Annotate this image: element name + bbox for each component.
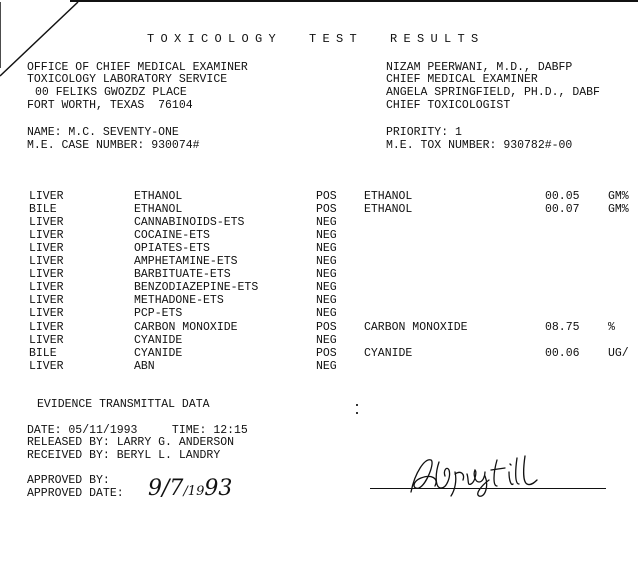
chief-medical-examiner-title: CHIEF MEDICAL EXAMINER bbox=[386, 73, 538, 86]
analyte-cell: ETHANOL bbox=[364, 203, 413, 216]
specimen-cell: LIVER bbox=[29, 268, 64, 281]
handwritten-year: 93 bbox=[204, 476, 233, 501]
specimen-cell: LIVER bbox=[29, 360, 64, 373]
analyte-cell: CYANIDE bbox=[364, 347, 413, 360]
chief-medical-examiner-name: NIZAM PEERWANI, M.D., DABFP bbox=[386, 61, 573, 74]
value-cell: 00.07 bbox=[545, 203, 580, 216]
table-row bbox=[0, 334, 638, 347]
table-row bbox=[0, 216, 638, 229]
chief-toxicologist-title: CHIEF TOXICOLOGIST bbox=[386, 99, 511, 112]
table-row bbox=[0, 294, 638, 307]
approved-date-handwritten bbox=[148, 477, 232, 504]
test-cell: ABN bbox=[134, 360, 155, 373]
test-cell: ETHANOL bbox=[134, 203, 183, 216]
scan-speck bbox=[356, 404, 358, 406]
result-cell: NEG bbox=[316, 242, 337, 255]
chief-toxicologist-name: ANGELA SPRINGFIELD, PH.D., DABF bbox=[386, 86, 600, 99]
handwritten-century: /19 bbox=[183, 484, 205, 499]
unit-cell: UG/ bbox=[608, 347, 629, 360]
test-cell: BENZODIAZEPINE-ETS bbox=[134, 281, 259, 294]
specimen-cell: LIVER bbox=[29, 242, 64, 255]
analyte-cell: ETHANOL bbox=[364, 190, 413, 203]
office-department: TOXICOLOGY LABORATORY SERVICE bbox=[27, 73, 228, 86]
table-row bbox=[0, 229, 638, 242]
evidence-heading: EVIDENCE TRANSMITTAL DATA bbox=[37, 398, 210, 411]
result-cell: POS bbox=[316, 347, 337, 360]
specimen-cell: LIVER bbox=[29, 281, 64, 294]
approved-date-label: APPROVED DATE: bbox=[27, 487, 124, 500]
value-cell: 00.05 bbox=[545, 190, 580, 203]
test-cell: ETHANOL bbox=[134, 190, 183, 203]
unit-cell: % bbox=[608, 321, 615, 334]
specimen-cell: LIVER bbox=[29, 216, 64, 229]
table-row bbox=[0, 255, 638, 268]
test-cell: CANNABINOIDS-ETS bbox=[134, 216, 245, 229]
table-row bbox=[0, 190, 638, 203]
table-row bbox=[0, 203, 638, 216]
result-cell: POS bbox=[316, 203, 337, 216]
signature-graphic bbox=[405, 452, 565, 502]
released-by: RELEASED BY: LARRY G. ANDERSON bbox=[27, 436, 235, 449]
signature-line bbox=[370, 488, 606, 489]
specimen-cell: LIVER bbox=[29, 334, 64, 347]
page-title: TOXICOLOGY TEST RESULTS bbox=[147, 32, 485, 46]
table-row bbox=[0, 268, 638, 281]
table-row bbox=[0, 307, 638, 320]
value-cell: 08.75 bbox=[545, 321, 580, 334]
unit-cell: GM% bbox=[608, 203, 629, 216]
result-cell: NEG bbox=[316, 294, 337, 307]
result-cell: NEG bbox=[316, 255, 337, 268]
specimen-cell: LIVER bbox=[29, 190, 64, 203]
specimen-cell: LIVER bbox=[29, 321, 64, 334]
value-cell: 00.06 bbox=[545, 347, 580, 360]
handwritten-day: 7 bbox=[169, 476, 184, 501]
result-cell: POS bbox=[316, 321, 337, 334]
received-by: RECEIVED BY: BERYL L. LANDRY bbox=[27, 449, 221, 462]
table-row bbox=[0, 242, 638, 255]
evidence-date-time: DATE: 05/11/1993 TIME: 12:15 bbox=[27, 424, 248, 437]
test-cell: METHADONE-ETS bbox=[134, 294, 224, 307]
table-row bbox=[0, 360, 638, 373]
specimen-cell: BILE bbox=[29, 203, 57, 216]
case-name: NAME: M.C. SEVENTY-ONE bbox=[27, 126, 179, 139]
test-cell: COCAINE-ETS bbox=[134, 229, 210, 242]
specimen-cell: LIVER bbox=[29, 307, 64, 320]
office-name: OFFICE OF CHIEF MEDICAL EXAMINER bbox=[27, 61, 248, 74]
result-cell: NEG bbox=[316, 307, 337, 320]
specimen-cell: LIVER bbox=[29, 229, 64, 242]
approved-by-label: APPROVED BY: bbox=[27, 474, 110, 487]
analyte-cell: CARBON MONOXIDE bbox=[364, 321, 468, 334]
scan-speck bbox=[356, 412, 358, 414]
table-row bbox=[0, 347, 638, 360]
unit-cell: GM% bbox=[608, 190, 629, 203]
office-city: FORT WORTH, TEXAS 76104 bbox=[27, 99, 193, 112]
test-cell: CYANIDE bbox=[134, 334, 183, 347]
table-row bbox=[0, 281, 638, 294]
specimen-cell: LIVER bbox=[29, 255, 64, 268]
test-cell: AMPHETAMINE-ETS bbox=[134, 255, 238, 268]
test-cell: PCP-ETS bbox=[134, 307, 183, 320]
result-cell: NEG bbox=[316, 229, 337, 242]
test-cell: CARBON MONOXIDE bbox=[134, 321, 238, 334]
case-number: M.E. CASE NUMBER: 930074# bbox=[27, 139, 200, 152]
test-cell: OPIATES-ETS bbox=[134, 242, 210, 255]
result-cell: POS bbox=[316, 190, 337, 203]
table-row bbox=[0, 321, 638, 334]
header-rule bbox=[70, 0, 638, 2]
specimen-cell: BILE bbox=[29, 347, 57, 360]
test-cell: BARBITUATE-ETS bbox=[134, 268, 231, 281]
result-cell: NEG bbox=[316, 360, 337, 373]
result-cell: NEG bbox=[316, 334, 337, 347]
result-cell: NEG bbox=[316, 281, 337, 294]
office-street: 00 FELIKS GWOZDZ PLACE bbox=[35, 86, 187, 99]
specimen-cell: LIVER bbox=[29, 294, 64, 307]
tox-number: M.E. TOX NUMBER: 930782#-00 bbox=[386, 139, 573, 152]
case-priority: PRIORITY: 1 bbox=[386, 126, 462, 139]
result-cell: NEG bbox=[316, 268, 337, 281]
result-cell: NEG bbox=[316, 216, 337, 229]
test-cell: CYANIDE bbox=[134, 347, 183, 360]
handwritten-month: 9/ bbox=[148, 476, 170, 501]
